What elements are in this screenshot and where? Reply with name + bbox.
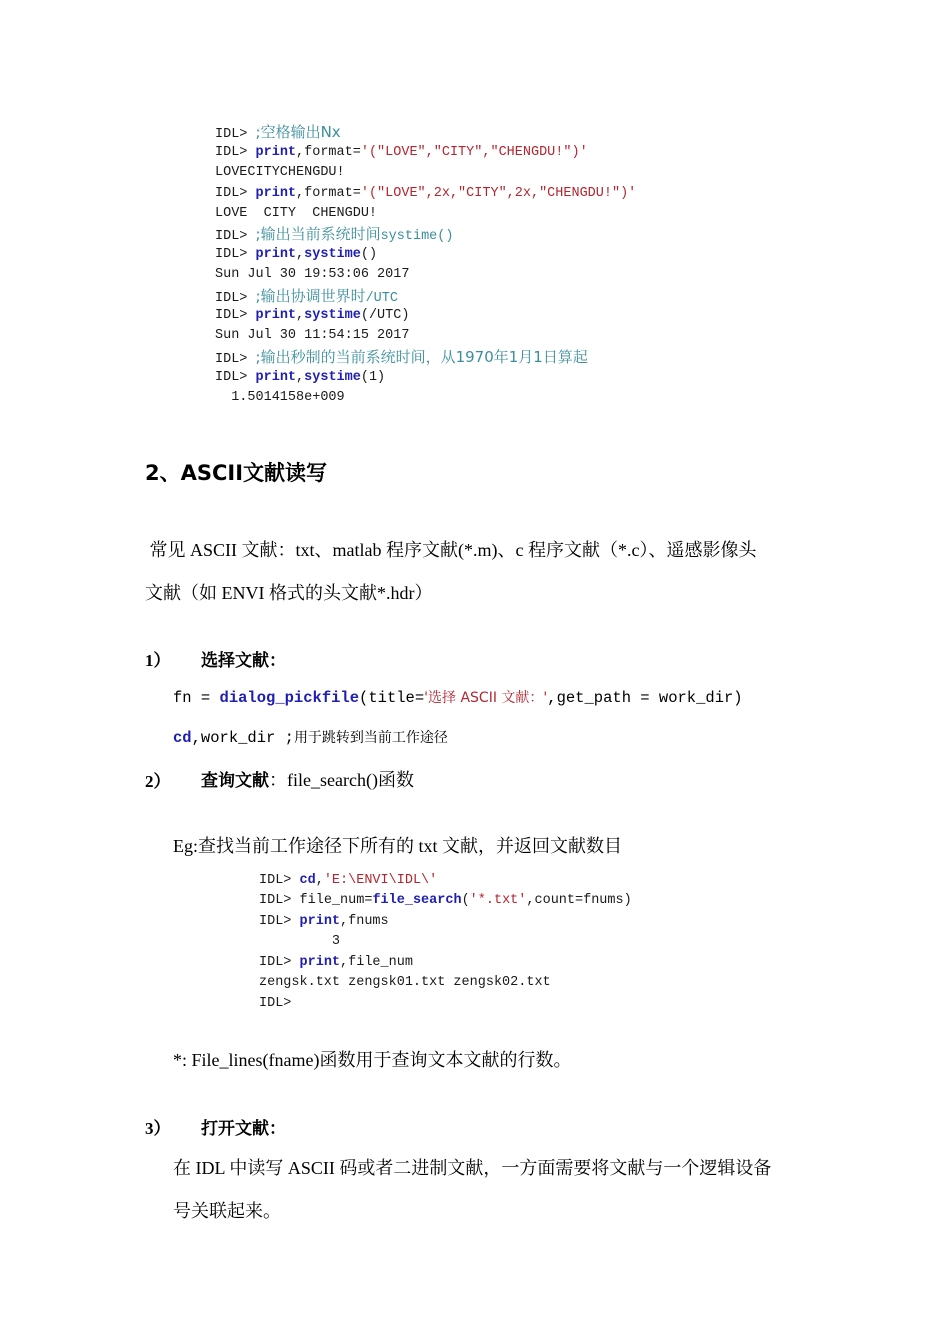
code-line: IDL> ;输出协调世界时/UTC (215, 287, 398, 306)
code-dialog-pickfile: fn = dialog_pickfile(title='选择 ASCII 文献：',get_path = work_dir) (173, 689, 743, 707)
code-line: IDL> cd,'E:\ENVI\IDL\' (259, 873, 438, 888)
code-output: Sun Jul 30 11:54:15 2017 (215, 328, 410, 343)
code-line: IDL> ;输出秒制的当前系统时间，从1970年1月1日算起 (215, 348, 588, 367)
step-3-paragraph-line-1: 在 IDL 中读写 ASCII 码或者二进制文献，一方面需要将文献与一个逻辑设备 (173, 1158, 772, 1178)
step-1-title: 选择文献： (201, 651, 286, 671)
step-2-number: 2） (145, 772, 171, 791)
code-line: IDL> file_num=file_search('*.txt',count=fnums) (259, 893, 632, 908)
code-line: IDL> (259, 996, 292, 1011)
code-output: LOVE CITY CHENGDU! (215, 206, 378, 221)
code-output: Sun Jul 30 19:53:06 2017 (215, 267, 410, 282)
code-output: 3 (259, 934, 341, 949)
step-3-paragraph-line-2: 号关联起来。 (173, 1201, 281, 1221)
code-line: IDL> print,format='("LOVE",2x,"CITY",2x,"CHENGDU!")' (215, 186, 637, 201)
code-line: IDL> ;输出当前系统时间systime() (215, 225, 454, 244)
section-heading: 2、ASCII文献读写 (145, 461, 328, 485)
intro-paragraph-line-2: 文献（如 ENVI 格式的头文献*.hdr） (145, 583, 433, 603)
code-line: IDL> print,format='("LOVE","CITY","CHENGDU!")' (215, 145, 588, 160)
code-output: zengsk.txt zengsk01.txt zengsk02.txt (259, 975, 551, 990)
step-3-number: 3） (145, 1119, 171, 1138)
intro-paragraph-line-1: 常见 ASCII 文献：txt、matlab 程序文献(*.m)、c 程序文献（*.c）、遥感影像头 (145, 540, 757, 560)
code-line: IDL> print,fnums (259, 914, 389, 929)
code-line: IDL> print,systime(/UTC) (215, 308, 410, 323)
step-1-number: 1） (145, 651, 171, 670)
code-line: IDL> print,systime(1) (215, 370, 386, 385)
file-lines-note: *: File_lines(fname)函数用于查询文本文献的行数。 (173, 1050, 572, 1070)
example-text: Eg:查找当前工作途径下所有的 txt 文献，并返回文献数目 (173, 836, 622, 856)
code-output: LOVECITYCHENGDU! (215, 165, 345, 180)
code-line: IDL> print,file_num (259, 955, 413, 970)
step-2-title: 查询文献：file_search()函数 (201, 770, 414, 791)
code-line: IDL> ;空格输出Nx (215, 123, 341, 142)
code-output: 1.5014158e+009 (215, 390, 345, 405)
code-line: IDL> print,systime() (215, 247, 378, 262)
step-3-title: 打开文献： (201, 1119, 286, 1139)
code-cd-work-dir: cd,work_dir ;用于跳转到当前工作途径 (173, 729, 448, 747)
